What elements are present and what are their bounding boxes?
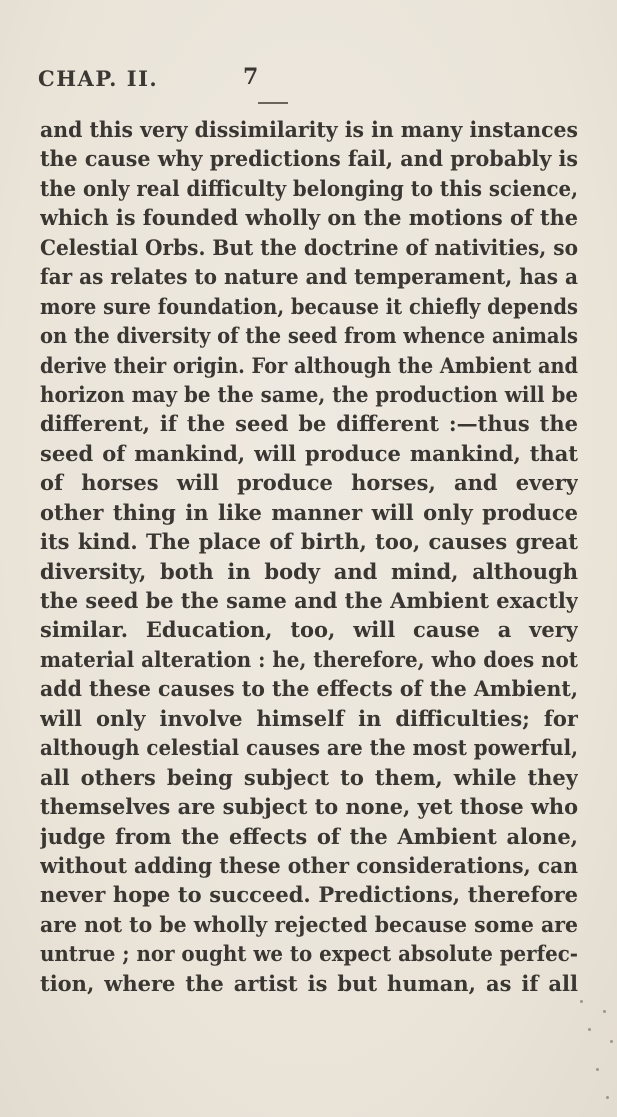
- text-line: other thing in like manner will only produce: [40, 499, 578, 525]
- text-line: the seed be the same and the Ambient exactly: [40, 588, 578, 613]
- text-line: more sure foundation, because it chiefly depends: [40, 293, 578, 319]
- text-line: horizon may be the same, the production will be: [40, 381, 578, 407]
- text-line: different, if the seed be different :—thus the: [40, 411, 578, 437]
- text-line: material alteration : he, therefore, who does not: [40, 646, 578, 672]
- text-line: similar. Education, too, will cause a very: [40, 617, 578, 643]
- text-line: the cause why predictions fail, and probably is: [40, 146, 578, 172]
- text-line: although celestial causes are the most powerful,: [40, 735, 578, 761]
- text-line: far as relates to nature and temperament, has a: [40, 264, 578, 290]
- paper-speck: [596, 1068, 599, 1071]
- running-head: [38, 66, 278, 96]
- text-line: and this very dissimilarity is in many instances: [40, 117, 578, 142]
- text-line: Celestial Orbs. But the doctrine of nativities, so: [40, 234, 578, 260]
- paper-speck: [606, 1096, 609, 1099]
- text-line: on the diversity of the seed from whence animals: [40, 323, 578, 349]
- text-line: diversity, both in body and mind, although: [40, 558, 578, 584]
- paper-speck: [610, 1040, 613, 1043]
- text-line: all others being subject to them, while they: [40, 764, 578, 790]
- text-line: are not to be wholly rejected because some are: [40, 911, 578, 937]
- text-line: seed of mankind, will produce mankind, that: [40, 440, 578, 466]
- text-line: derive their origin. For although the Ambient and: [40, 352, 578, 378]
- body-text: [40, 115, 578, 998]
- text-line: add these causes to the effects of the Ambient,: [40, 676, 578, 702]
- text-line: will only involve himself in difficulties; for: [40, 705, 578, 731]
- paper-speck: [603, 1010, 606, 1013]
- text-line: themselves are subject to none, yet those who: [40, 794, 578, 820]
- text-line: never hope to succeed. Predictions, therefore: [40, 882, 578, 908]
- text-line: without adding these other considerations, can: [40, 852, 578, 878]
- text-line: untrue ; nor ought we to expect absolute perfec-: [40, 941, 578, 967]
- text-line: of horses will produce horses, and every: [40, 470, 578, 496]
- text-line: its kind. The place of birth, too, causes great: [40, 529, 578, 555]
- text-line: tion, where the artist is but human, as if all: [40, 970, 578, 996]
- paper-speck: [580, 1000, 583, 1003]
- text-line: judge from the effects of the Ambient alone,: [40, 823, 578, 849]
- header-rule: [258, 102, 288, 104]
- text-line: which is founded wholly on the motions of the: [40, 205, 578, 231]
- chapter-label: CHAP. II.: [38, 66, 159, 91]
- page-number: 7: [243, 64, 259, 90]
- paper-speck: [588, 1028, 591, 1031]
- text-line: the only real difficulty belonging to this science,: [40, 175, 578, 201]
